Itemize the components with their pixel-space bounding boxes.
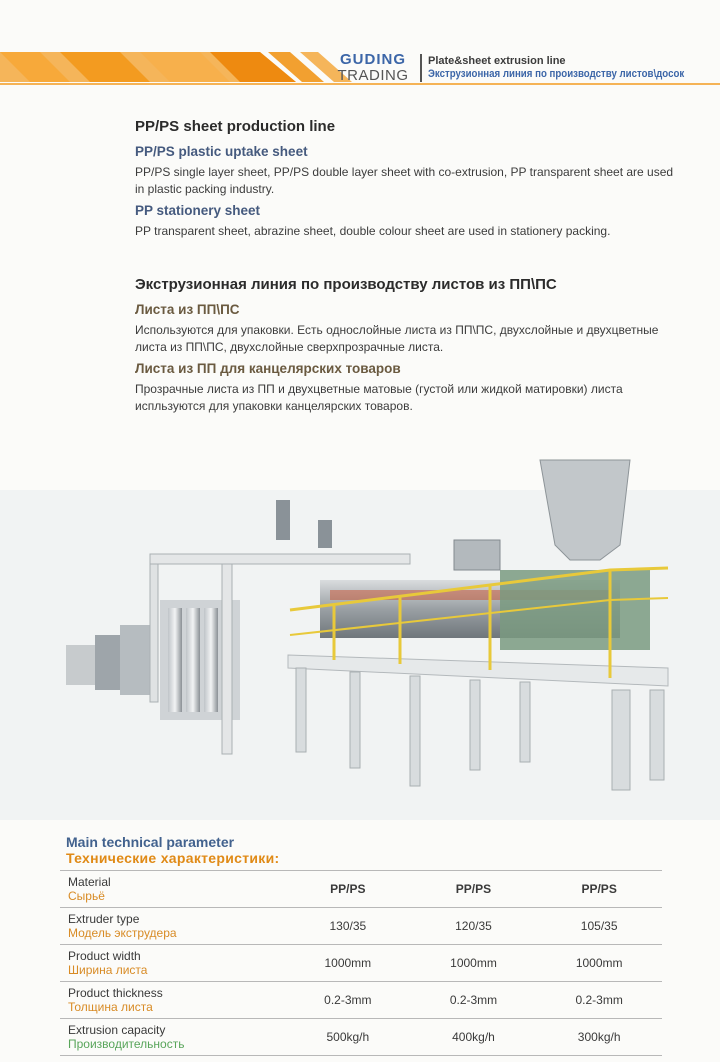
table-cell: PP/PS: [285, 871, 411, 908]
section-ru-sub1-title: Листа из ПП\ПС: [135, 302, 240, 317]
logo-line1: GUDING: [340, 51, 406, 68]
params-heading-ru: Технические характеристики:: [66, 850, 280, 866]
logo-line2: TRADING: [337, 67, 409, 84]
row-label-ru: Модель экструдера: [68, 926, 177, 940]
table-row: [60, 871, 662, 908]
section-ru-sub2-text: Прозрачные листа из ПП и двухцветные матовые (густой или жидкой матировки) листа испльзуются для упаковки канцелярских товаров.: [135, 382, 623, 413]
table-cell: 400kg/h: [411, 1019, 537, 1056]
table-cell: 300kg/h: [536, 1019, 662, 1056]
params-heading-en: Main technical parameter: [66, 834, 235, 850]
company-logo: [330, 52, 416, 83]
row-label-ru: Ширина листа: [68, 963, 148, 977]
row-label-ru: Производительность: [68, 1037, 185, 1051]
table-cell: 500kg/h: [285, 1019, 411, 1056]
technical-parameters: [66, 834, 686, 1056]
table-row: [60, 908, 662, 945]
table-cell: 1000mm: [285, 945, 411, 982]
section-english: [135, 118, 675, 240]
table-cell: 1000mm: [411, 945, 537, 982]
section-russian: [135, 276, 675, 414]
section-ru-sub1-text: Используются для упаковки. Есть однослойные листа из ПП\ПС, двухслойные и двухцветные листа из ПП\ПС, двухслойные сверхпрозрачные листа.: [135, 323, 659, 354]
section-ru-heading: Экструзионная линия по производству листов из ПП\ПС: [135, 276, 557, 293]
row-label-ru: Сырьё: [68, 889, 105, 903]
table-cell: 105/35: [536, 908, 662, 945]
table-row: [60, 982, 662, 1019]
row-label-en: Extrusion capacity: [68, 1023, 166, 1037]
table-cell: 0.2-3mm: [285, 982, 411, 1019]
row-label-ru: Толщина листа: [68, 1000, 153, 1014]
section-en-sub2-title: PP stationery sheet: [135, 203, 261, 218]
table-cell: 130/35: [285, 908, 411, 945]
row-label-en: Extruder type: [68, 912, 140, 926]
row-label-en: Product width: [68, 949, 141, 963]
table-cell: 1000mm: [536, 945, 662, 982]
table-cell: PP/PS: [536, 871, 662, 908]
table-cell: 0.2-3mm: [411, 982, 537, 1019]
section-en-sub1-text: PP/PS single layer sheet, PP/PS double layer sheet with co-extrusion, PP transparent sheet are used in plastic packing industry.: [135, 165, 674, 196]
section-en-sub1-title: PP/PS plastic uptake sheet: [135, 144, 308, 159]
section-ru-sub2-title: Листа из ПП для канцелярских товаров: [135, 361, 401, 376]
table-cell: 0.2-3mm: [536, 982, 662, 1019]
extrusion-line-photo: [0, 450, 720, 820]
header-title-en: Plate&sheet extrusion line: [428, 55, 566, 67]
row-label-en: Material: [68, 875, 111, 889]
table-row: [60, 1019, 662, 1056]
header-title-ru: Экструзионная линия по производству листов\досок: [428, 68, 685, 80]
logo-divider: [420, 54, 422, 82]
table-row: [60, 945, 662, 982]
table-cell: PP/PS: [411, 871, 537, 908]
params-table: [60, 870, 662, 1056]
section-en-sub2-text: PP transparent sheet, abrazine sheet, double colour sheet are used in stationery packing.: [135, 224, 611, 238]
row-label-en: Product thickness: [68, 986, 163, 1000]
section-en-heading: PP/PS sheet production line: [135, 118, 336, 135]
table-cell: 120/35: [411, 908, 537, 945]
